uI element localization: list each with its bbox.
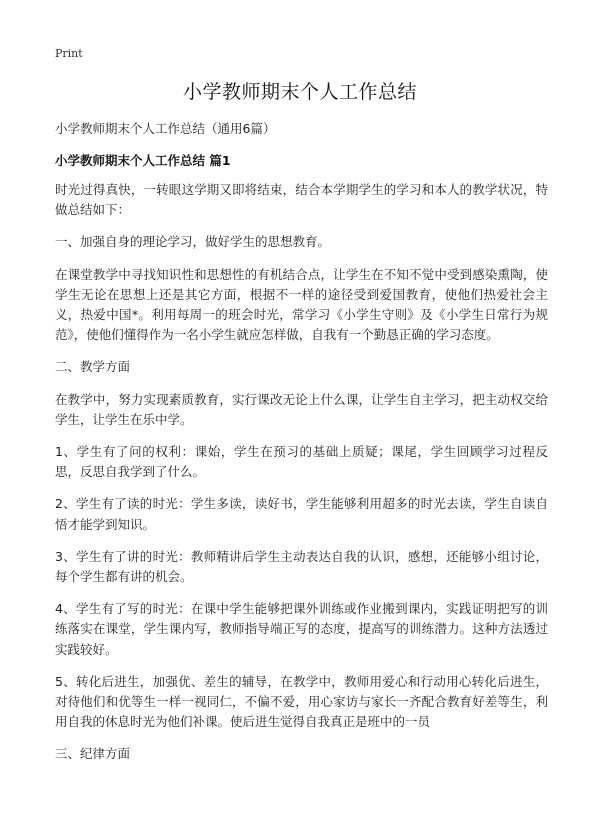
- paragraph-heading-discipline: 三、纪律方面: [55, 746, 131, 762]
- paragraph-point-4: 4、学生有了写的时光：在课中学生能够把课外训练或作业搬到课内，实践证明把写的训练落实在课堂，学生课内写，教师指导端正写的态度，提高写的训练潜力。这种方法透过实践较好。: [55, 601, 548, 657]
- section-heading: 小学教师期末个人工作总结 篇1: [55, 153, 231, 168]
- document-body: [55, 119, 548, 777]
- paragraph-heading-teaching: 二、教学方面: [55, 359, 131, 375]
- paragraph-point-1: 1、学生有了问的权利：课始，学生在预习的基础上质疑；课尾，学生回顾学习过程反思，反思自我学到了什么。: [55, 444, 548, 480]
- paragraph-theory: 在课堂教学中寻找知识性和思想性的有机结合点，让学生在不知不觉中受到感染熏陶，使学生无论在思想上还是其它方面，根据不一样的途径受到爱国教育，使他们热爱社会主义，热爱中国*。利用每周一的班会时光，常学习《小学生守则》及《小学生日常行为规范》，使他们懂得作为一名小学生就应怎样做，自我有一个勤恳正确的学习态度。: [55, 266, 548, 343]
- paragraph-point-2: 2、学生有了读的时光：学生多读，读好书，学生能够利用超多的时光去读，学生自读自悟才能学到知识。: [55, 496, 548, 532]
- paragraph-point-5: 5、转化后进生，加强优、差生的辅导，在教学中，教师用爱心和行动用心转化后进生，对待他们和优等生一样一视同仁，不偏不爱，用心家访与家长一齐配合教育好差等生，利用自我的休息时光为他们补课。使后进生觉得自我真正是班中的一员: [55, 673, 548, 730]
- paragraph-heading-theory: 一、加强自身的理论学习，做好学生的思想教育。: [55, 234, 331, 250]
- page-title: 小学教师期末个人工作总结: [182, 81, 417, 103]
- print-link[interactable]: Print: [55, 47, 83, 60]
- paragraph-point-3: 3、学生有了讲的时光：教师精讲后学生主动表达自我的认识，感想，还能够小组讨论，每个学生都有讲的机会。: [55, 548, 548, 585]
- document-subtitle: 小学教师期末个人工作总结（通用6篇）: [55, 121, 276, 136]
- paragraph-intro: 时光过得真快，一转眼这学期又即将结束，结合本学期学生的学习和本人的教学状况，特做总结如下：: [55, 182, 548, 218]
- paragraph-teaching: 在教学中，努力实现素质教育，实行课改无论上什么课，让学生自主学习，把主动权交给学生，让学生在乐中学。: [55, 391, 548, 427]
